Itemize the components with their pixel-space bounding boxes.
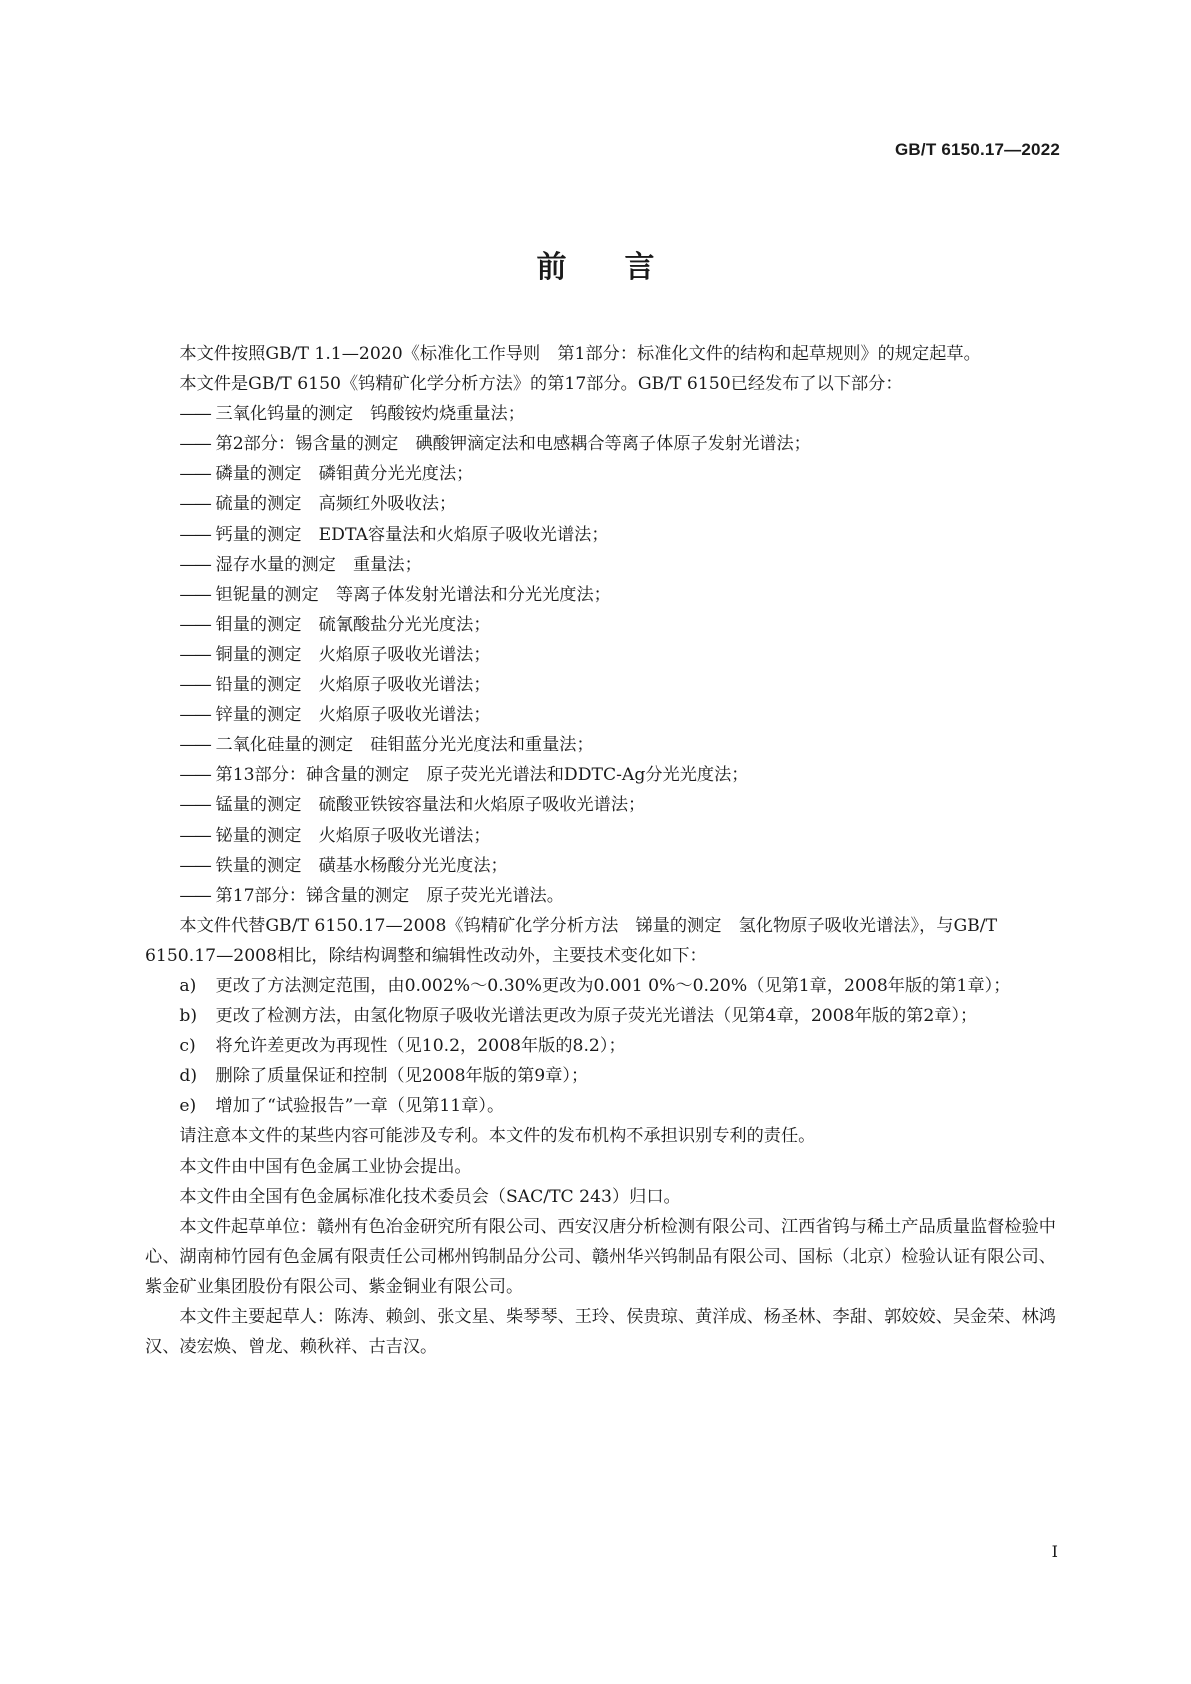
drafters-paragraph: 本文件主要起草人：陈涛、赖剑、张文星、柴琴琴、王玲、侯贵琼、黄洋成、杨圣林、李甜、郭姣姣、吴金荣、林鸿汉、凌宏焕、曾龙、赖秋祥、古吉汉。 <box>145 1307 1056 1358</box>
patent-notice: 请注意本文件的某些内容可能涉及专利。本文件的发布机构不承担识别专利的责任。 <box>179 1126 816 1147</box>
list-item: —— 钼量的测定 硫氰酸盐分光光度法； <box>179 614 491 635</box>
list-item: b) 更改了检测方法，由氢化物原子吸收光谱法更改为原子荧光光谱法（见第4章，2008年版的第2章）； <box>179 1006 978 1027</box>
list-item: —— 第2部分：锡含量的测定 碘酸钾滴定法和电感耦合等离子体原子发射光谱法； <box>179 434 811 455</box>
list-item: —— 湿存水量的测定 重量法； <box>179 554 422 575</box>
list-item: —— 三氧化钨量的测定 钨酸铵灼烧重量法； <box>179 404 525 425</box>
list-item: —— 锌量的测定 火焰原子吸收光谱法； <box>179 705 491 726</box>
list-item: —— 锰量的测定 硫酸亚铁铵容量法和火焰原子吸收光谱法； <box>179 795 646 816</box>
drafting-units-paragraph: 本文件起草单位：赣州有色冶金研究所有限公司、西安汉唐分析检测有限公司、江西省钨与稀土产品质量监督检验中心、湖南柿竹园有色金属有限责任公司郴州钨制品分公司、赣州华兴钨制品有限公司、国标（北京）检验认证有限公司、紫金矿业集团股份有限公司、紫金铜业有限公司。 <box>145 1216 1056 1297</box>
list-item: —— 铜量的测定 火焰原子吸收光谱法； <box>179 644 491 665</box>
list-item: —— 二氧化硅量的测定 硅钼蓝分光光度法和重量法； <box>179 735 594 756</box>
list-item: —— 第17部分：锑含量的测定 原子荧光光谱法。 <box>179 885 564 906</box>
page-number: I <box>1051 1542 1058 1561</box>
list-item: a) 更改了方法测定范围，由0.002%～0.30%更改为0.001 0%～0.20%（见第1章，2008年版的第1章）； <box>179 975 1011 996</box>
intro-paragraph: 本文件是GB/T 6150《钨精矿化学分析方法》的第17部分。GB/T 6150已经发布了以下部分： <box>179 374 903 395</box>
standard-code: GB/T 6150.17—2022 <box>895 140 1060 159</box>
list-item: —— 钽铌量的测定 等离子体发射光谱法和分光光度法； <box>179 584 611 605</box>
committee-paragraph: 本文件由全国有色金属标准化技术委员会（SAC/TC 243）归口。 <box>179 1186 681 1207</box>
page-title: 前言 <box>536 250 713 285</box>
list-item: —— 铁量的测定 磺基水杨酸分光光度法； <box>179 855 508 876</box>
list-item: —— 铋量的测定 火焰原子吸收光谱法； <box>179 825 491 846</box>
intro-paragraph: 本文件按照GB/T 1.1—2020《标准化工作导则 第1部分：标准化文件的结构和起草规则》的规定起草。 <box>179 344 981 364</box>
list-item: —— 硫量的测定 高频红外吸收法； <box>179 494 457 515</box>
proposer-paragraph: 本文件由中国有色金属工业协会提出。 <box>179 1156 472 1177</box>
foreword-body <box>145 339 1058 1362</box>
list-item: —— 第13部分：砷含量的测定 原子荧光光谱法和DDTC-Ag分光光度法； <box>179 765 749 786</box>
changes-list <box>145 971 1058 1121</box>
list-item: —— 磷量的测定 磷钼黄分光光度法； <box>179 464 474 485</box>
list-item: c) 将允许差更改为再现性（见10.2，2008年版的8.2）； <box>179 1036 626 1057</box>
list-item: d) 删除了质量保证和控制（见2008年版的第9章）； <box>179 1066 589 1087</box>
replace-paragraph: 本文件代替GB/T 6150.17—2008《钨精矿化学分析方法 锑量的测定 氢化物原子吸收光谱法》，与GB/T 6150.17—2008相比，除结构调整和编辑性改动外，主要技术变化如下： <box>145 915 998 966</box>
list-item: —— 钙量的测定 EDTA容量法和火焰原子吸收光谱法； <box>179 524 609 545</box>
parts-list <box>145 399 1058 911</box>
list-item: —— 铅量的测定 火焰原子吸收光谱法； <box>179 675 491 696</box>
list-item: e) 增加了“试验报告”一章（见第11章）。 <box>179 1096 505 1117</box>
